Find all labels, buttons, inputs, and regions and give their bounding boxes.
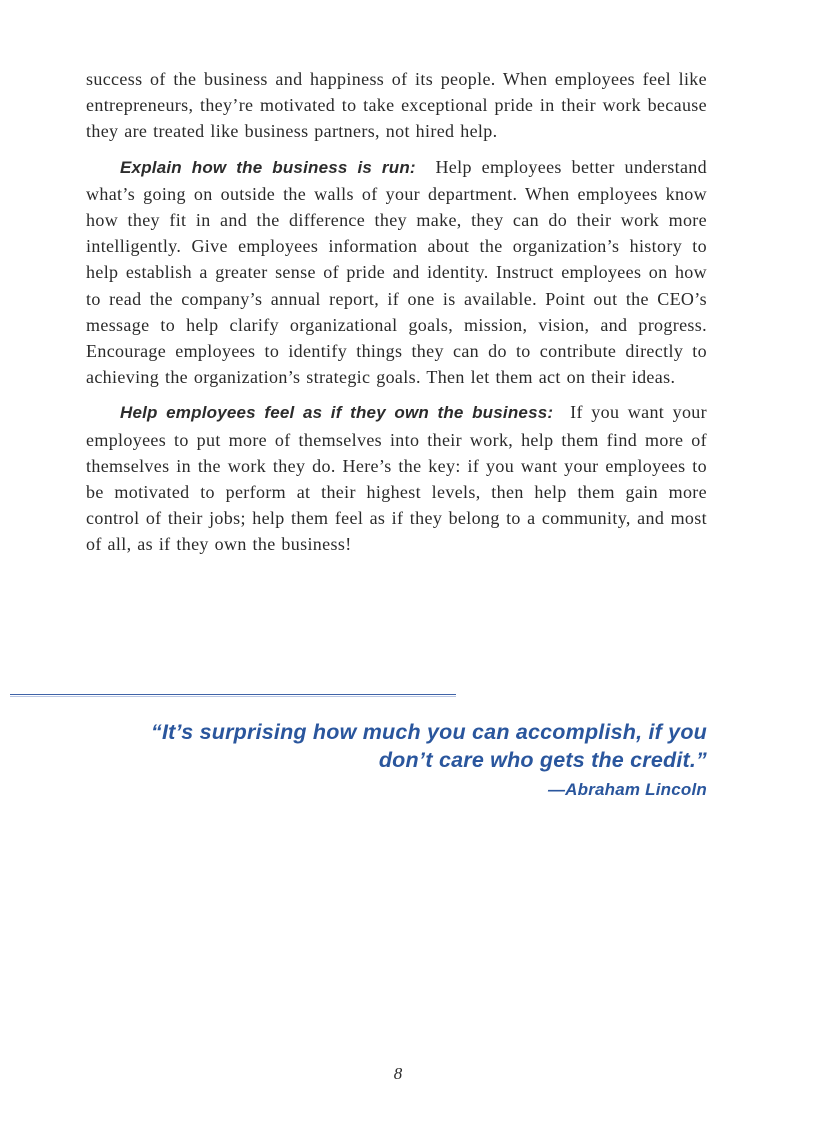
paragraph-own-business: [86, 399, 707, 557]
paragraph-own-business-text: If you want your employees to put more of themselves into their work, help them find more of themselves in the work they do. Here’s the key: if you want your employees to be motivated to perform at their highest levels, then help them gain more control of their jobs; help them feel as if they belong to a community, and most of all, as if they own the business!: [86, 402, 707, 555]
paragraph-explain-business: [86, 154, 707, 391]
pull-quote: [147, 718, 707, 800]
paragraph-continuation: success of the business and happiness of its people. When employees feel like entrepreneurs, they’re motivated to take exceptional pride in their work because they are treated like business partners, not hired help.: [86, 69, 707, 142]
page-number: 8: [393, 1064, 403, 1083]
quote-line-2: don’t care who gets the credit.”: [378, 748, 707, 772]
paragraph-explain-business-text: Help employees better understand what’s going on outside the walls of your department. When employees know how they fit in and the difference they make, they can do their work more intelligently. Give employees information about the organization’s history to help establish a greater sense of pride and identity. Instruct employees on how to read the company’s annual report, if one is available. Point out the CEO’s message to help clarify organizational goals, mission, vision, and progress. Encourage employees to identify things they can do to contribute directly to achieving the organization’s strategic goals. Then let them act on their ideas.: [86, 156, 707, 388]
lead-in-explain-business: Explain how the business is run:: [120, 157, 416, 177]
lead-in-own-business: Help employees feel as if they own the business:: [120, 403, 554, 423]
body-text: [86, 66, 707, 567]
quote-author: —Abraham Lincoln: [547, 780, 707, 799]
quote-line-1: “It’s surprising how much you can accomplish, if you: [151, 720, 707, 744]
section-divider: [10, 694, 456, 697]
quote-text: [147, 718, 707, 774]
